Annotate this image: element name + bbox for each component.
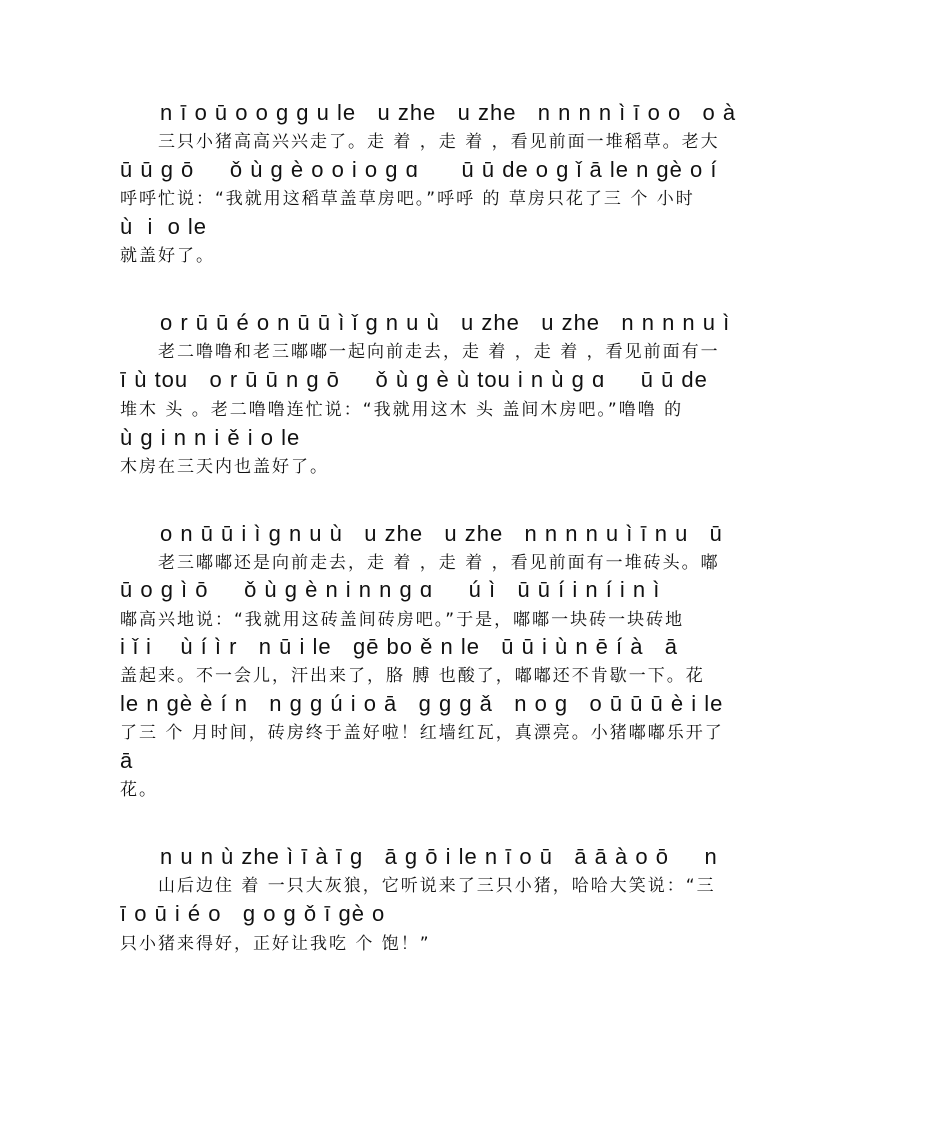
text-line: 盖起来。不一会儿，汗出来了，胳 膊 也酸了，嘟嘟还不肯歇一下。花 bbox=[120, 666, 705, 686]
text-line: 老二噜噜和老三嘟嘟一起向前走去，走 着 ，走 着 ，看见前面有一 bbox=[158, 342, 720, 362]
pinyin-line: ū ū g ō ǒ ù g è o o i o g ɑ ū ū de o g ǐ ā le n gè o í bbox=[120, 157, 718, 182]
pinyin-line: o r ū ū é o n ū ū ì ǐ g n u ù u zhe u zhe n n n n u ì bbox=[160, 310, 731, 335]
pinyin-line: ù i o le bbox=[120, 214, 208, 239]
pinyin-line: ù g i n n i ě i o le bbox=[120, 425, 301, 450]
text-line: 嘟高兴地说：“我就用这砖盖间砖房吧。”于是，嘟嘟一块砖一块砖地 bbox=[120, 610, 685, 630]
pinyin-line: i ǐ i ù í ì r n ū i le gē bo ě n le ū ū i ù n ē í à ā bbox=[120, 634, 679, 659]
text-line: 山后边住 着 一只大灰狼，它听说来了三只小猪，哈哈大笑说：“三 bbox=[158, 876, 716, 896]
pinyin-line: ī ù tou o r ū ū n g ō ǒ ù g è ù tou i n ù g ɑ ū ū de bbox=[120, 367, 708, 392]
pinyin-line: le n gè è í n n g g ú i o ā g g g ǎ n o g o ū ū ū è i le bbox=[120, 691, 724, 716]
pinyin-line: ū o g ì ō ǒ ù g è n i n n g ɑ ú ì ū ū í i n í i n ì bbox=[120, 577, 661, 602]
pinyin-line: ī o ū i é o g o g ǒ ī gè o bbox=[120, 901, 386, 926]
pinyin-line: n u n ù zhe ì ī à ī g ā g ō i le n ī o ū ā ā à o ō n bbox=[160, 844, 718, 869]
text-line: 就盖好了。 bbox=[120, 246, 215, 266]
text-line: 木房在三天内也盖好了。 bbox=[120, 457, 329, 477]
text-line: 老三嘟嘟还是向前走去，走 着 ，走 着 ，看见前面有一堆砖头。嘟 bbox=[158, 553, 720, 573]
text-line: 花。 bbox=[120, 780, 158, 800]
text-line: 呼呼忙说：“我就用这稻草盖草房吧。”呼呼 的 草房只花了三 个 小时 bbox=[120, 189, 695, 209]
text-line: 堆木 头 。老二噜噜连忙说：“我就用这木 头 盖间木房吧。”噜噜 的 bbox=[120, 400, 684, 420]
text-line: 只小猪来得好，正好让我吃 个 饱！” bbox=[120, 934, 431, 954]
text-line: 了三 个 月时间，砖房终于盖好啦！红墙红瓦，真漂亮。小猪嘟嘟乐开了 bbox=[120, 723, 724, 743]
pinyin-line: n ī o ū o o g g u le u zhe u zhe n n n n ì ī o o o à bbox=[160, 100, 737, 125]
text-line: 三只小猪高高兴兴走了。走 着 ，走 着 ，看见前面一堆稻草。老大 bbox=[158, 132, 720, 152]
pinyin-line: ā bbox=[120, 748, 134, 773]
pinyin-line: o n ū ū i ì g n u ù u zhe u zhe n n n n u ì ī n u ū bbox=[160, 521, 723, 546]
